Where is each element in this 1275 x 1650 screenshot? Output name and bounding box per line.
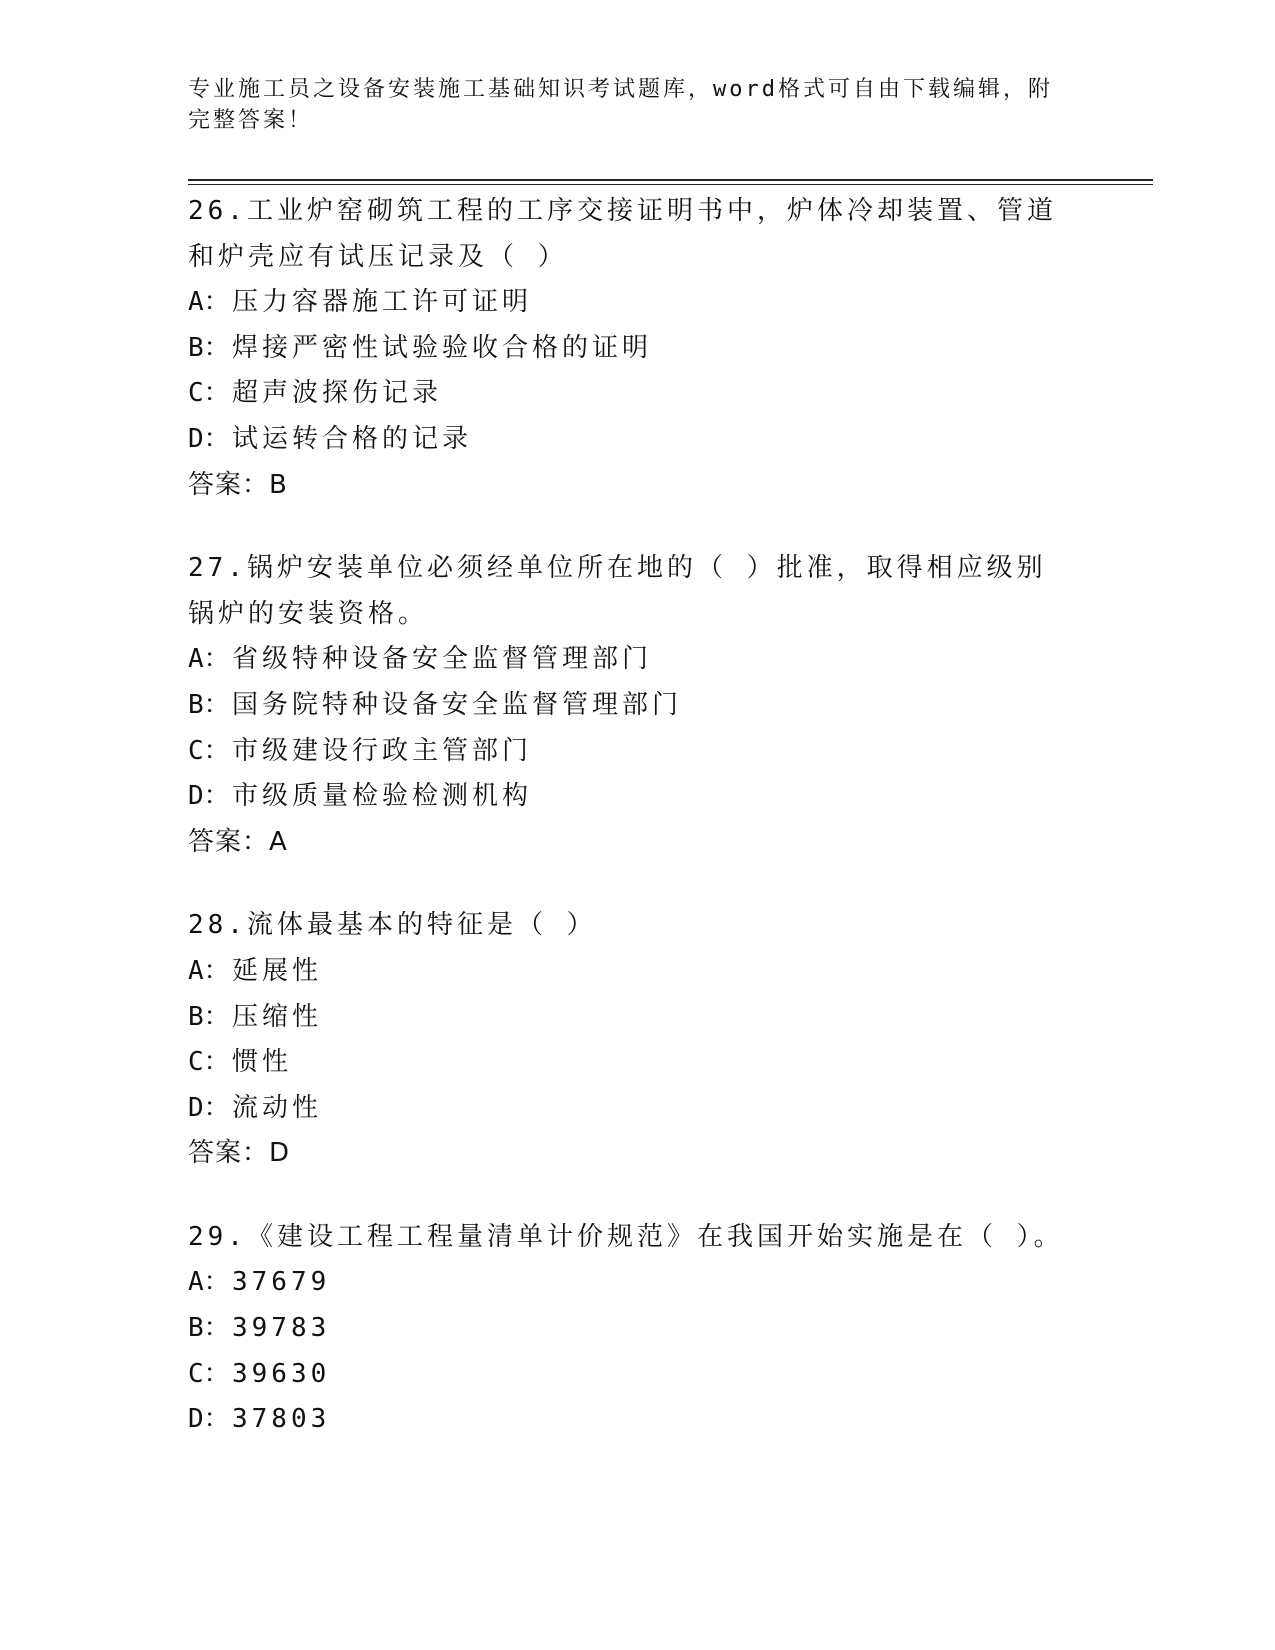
option-text: 国务院特种设备安全监督管理部门 [232, 689, 683, 720]
option-letter: A： [188, 644, 230, 675]
question-stem: 29.《建设工程工程量清单计价规范》在我国开始实施是在（ ）。 [188, 1221, 1064, 1252]
answer-line: 答案：D [188, 1138, 291, 1169]
option-text: 延展性 [232, 955, 323, 986]
option-c [188, 1352, 1088, 1398]
option-letter: A： [188, 287, 230, 318]
option-text: 市级建设行政主管部门 [232, 735, 533, 766]
option-b [188, 326, 1088, 372]
option-text: 39783 [232, 1313, 331, 1344]
option-a [188, 1260, 1088, 1306]
option-c [188, 371, 1088, 417]
option-letter: C： [188, 378, 230, 409]
question-28 [188, 903, 1088, 1177]
option-c [188, 729, 1088, 775]
question-stem: 26.工业炉窑砌筑工程的工序交接证明书中，炉体冷却装置、管道和炉壳应有试压记录及（ ） [188, 196, 1057, 272]
option-text: 试运转合格的记录 [232, 423, 473, 454]
option-d [188, 1397, 1088, 1443]
option-text: 超声波探伤记录 [232, 378, 443, 409]
option-b [188, 683, 1088, 729]
option-text: 37803 [232, 1404, 331, 1435]
option-letter: B： [188, 1313, 230, 1344]
option-b [188, 1306, 1088, 1352]
option-a [188, 949, 1088, 995]
option-letter: D： [188, 423, 230, 454]
option-text: 压缩性 [232, 1001, 323, 1032]
option-d [188, 1086, 1088, 1132]
question-stem: 28.流体最基本的特征是（ ） [188, 910, 597, 941]
option-text: 焊接严密性试验验收合格的证明 [232, 332, 653, 363]
answer-line: 答案：A [188, 826, 288, 857]
option-letter: C： [188, 1358, 230, 1389]
option-letter: D： [188, 781, 230, 812]
option-c [188, 1040, 1088, 1086]
option-a [188, 280, 1088, 326]
option-text: 39630 [232, 1358, 331, 1389]
question-list [188, 189, 1088, 1481]
option-text: 省级特种设备安全监督管理部门 [232, 644, 653, 675]
option-letter: A： [188, 955, 230, 986]
document-header: 专业施工员之设备安装施工基础知识考试题库，word格式可自由下载编辑，附完整答案！ [188, 77, 1053, 133]
option-text: 惯性 [232, 1047, 293, 1078]
option-text: 压力容器施工许可证明 [232, 287, 533, 318]
option-letter: D： [188, 1092, 230, 1123]
option-letter: B： [188, 1001, 230, 1032]
option-letter: C： [188, 735, 230, 766]
answer-line: 答案：B [188, 469, 288, 500]
option-text: 流动性 [232, 1092, 323, 1123]
question-29 [188, 1215, 1088, 1443]
option-letter: D： [188, 1404, 230, 1435]
header-rule-thick [188, 179, 1153, 181]
option-letter: B： [188, 332, 230, 363]
question-26 [188, 189, 1088, 508]
option-b [188, 995, 1088, 1041]
question-stem: 27.锅炉安装单位必须经单位所在地的（ ）批准，取得相应级别锅炉的安装资格。 [188, 553, 1047, 629]
option-d [188, 417, 1088, 463]
header-rule-thin [188, 184, 1153, 185]
option-letter: C： [188, 1047, 230, 1078]
option-text: 市级质量检验检测机构 [232, 781, 533, 812]
option-a [188, 637, 1088, 683]
option-letter: A： [188, 1267, 230, 1298]
option-d [188, 774, 1088, 820]
option-text: 37679 [232, 1267, 331, 1298]
question-27 [188, 546, 1088, 865]
option-letter: B： [188, 689, 230, 720]
